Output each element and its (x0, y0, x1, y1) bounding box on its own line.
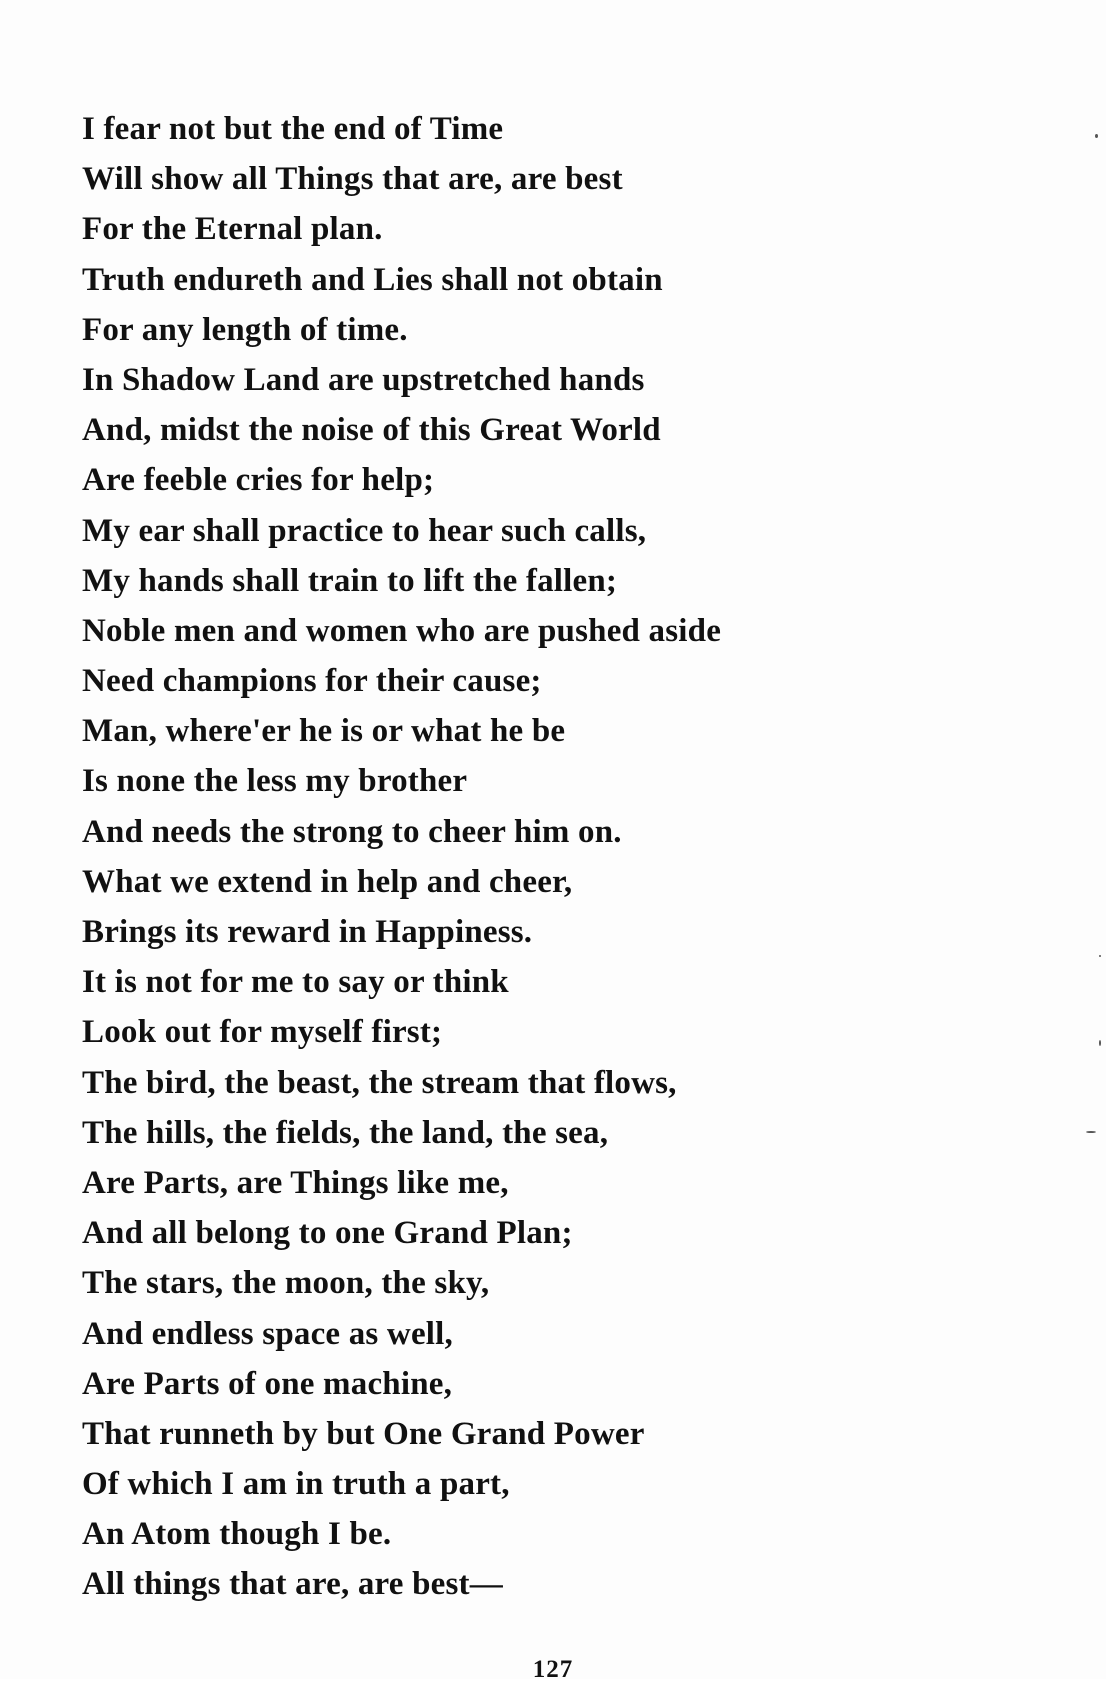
poem-line: For the Eternal plan. (82, 211, 383, 248)
poem-line: Are Parts, are Things like me, (82, 1164, 509, 1201)
poem-line: Noble men and women who are pushed aside (82, 612, 722, 649)
poem-line: The bird, the beast, the stream that flows, (82, 1064, 677, 1101)
poem-line: Is none the less my brother (82, 763, 468, 800)
poem-line: And needs the strong to cheer him on. (82, 813, 622, 850)
scan-speck (1099, 1040, 1101, 1046)
poem-line: And all belong to one Grand Plan; (82, 1215, 573, 1252)
poem-line: My ear shall practice to hear such calls, (82, 512, 647, 549)
poem-line: And endless space as well, (82, 1315, 453, 1352)
poem-line: My hands shall train to lift the fallen; (82, 562, 618, 599)
poem-line: Truth endureth and Lies shall not obtain (82, 261, 663, 298)
poem-line: For any length of time. (82, 311, 408, 348)
scan-speck (1099, 955, 1101, 957)
poem-line: In Shadow Land are upstretched hands (82, 361, 645, 398)
poem-line: The hills, the fields, the land, the sea, (82, 1114, 609, 1151)
poem-line: It is not for me to say or think (82, 964, 509, 1001)
poem-line: Will show all Things that are, are best (82, 161, 623, 198)
poem-line: Brings its reward in Happiness. (82, 914, 533, 950)
poem-line: Of which I am in truth a part, (82, 1466, 510, 1503)
poem-line: Need champions for their cause; (82, 663, 542, 700)
poem-line: Are Parts of one machine, (82, 1365, 453, 1402)
poem-line: And, midst the noise of this Great World (82, 412, 661, 449)
poem-line: I fear not but the end of Time (82, 111, 504, 147)
poem-line: Man, where'er he is or what he be (82, 713, 566, 750)
poem-line: Are feeble cries for help; (82, 462, 435, 499)
scan-speck (1095, 134, 1098, 138)
poem-line: An Atom though I be. (82, 1516, 392, 1553)
poem-line: The stars, the moon, the sky, (82, 1265, 490, 1302)
poem-text (82, 104, 721, 1610)
poem-line: That runneth by but One Grand Power (82, 1415, 645, 1452)
poem-line: Look out for myself first; (82, 1014, 443, 1051)
scan-speck (1086, 1131, 1096, 1133)
page-number: 127 (532, 1656, 574, 1683)
poem-line: What we extend in help and cheer, (82, 863, 573, 900)
poem-line: All things that are, are best— (82, 1566, 503, 1603)
